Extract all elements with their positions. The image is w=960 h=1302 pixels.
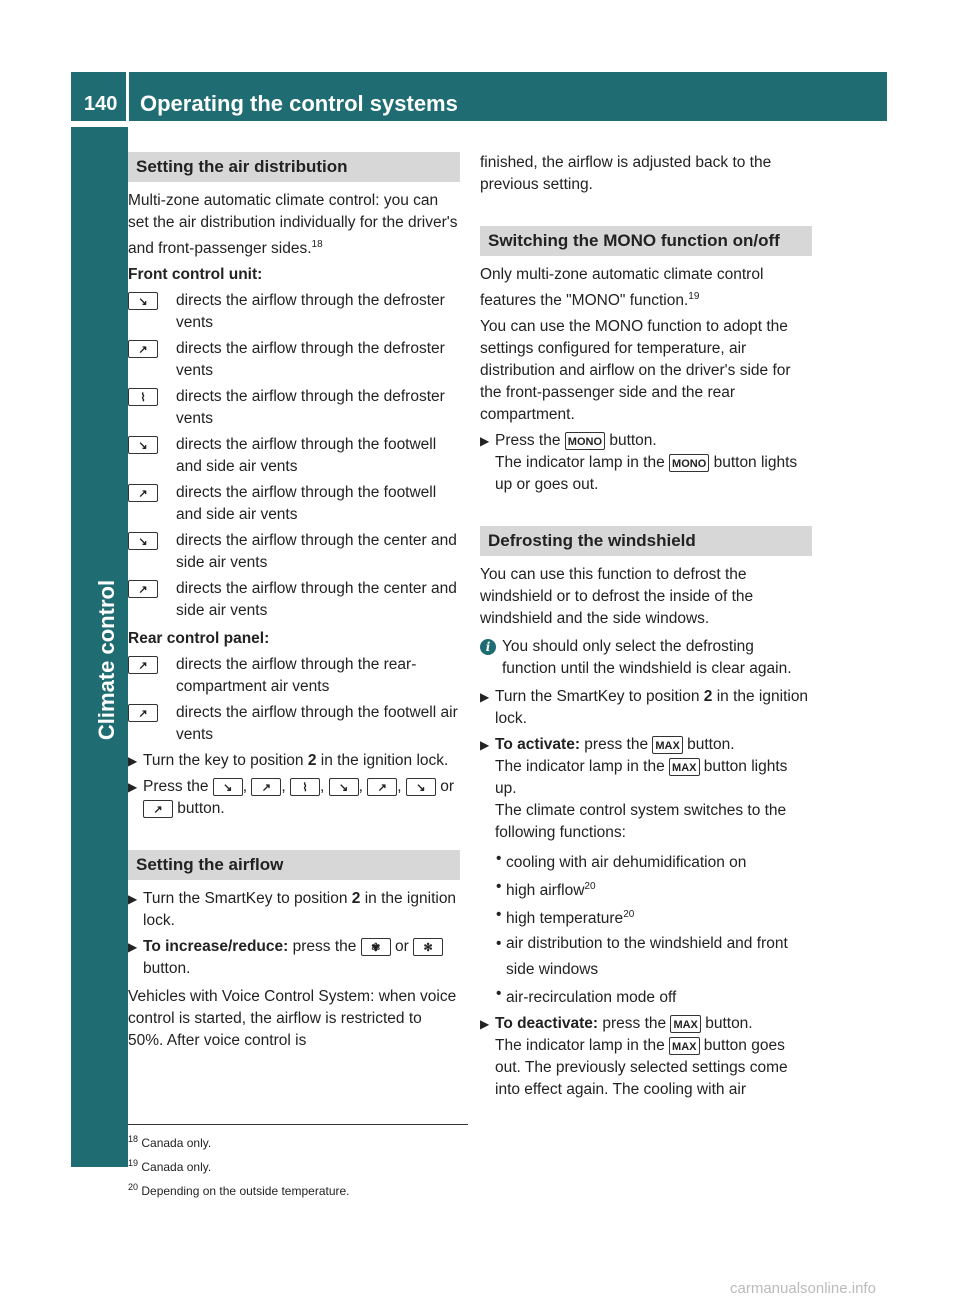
list-item-text: directs the airflow through the defroster vents [176,388,445,428]
bullet-icon: • [496,878,502,896]
list-item [128,434,460,478]
defrost-max-icon: MAX [670,1015,700,1033]
subheading: Rear control panel: [128,630,270,648]
chapter-title: Operating the control systems [140,91,458,116]
airflow-button-icon: ↗ [128,484,158,502]
right-column [480,152,812,1105]
footnote: $^{18}$ Canada only. [128,1134,212,1150]
defrost-max-icon: MAX [669,1037,699,1055]
list-item [128,338,460,382]
fan-decrease-icon: ✻ [413,938,443,956]
airflow-button-icon: ↗ [251,778,281,796]
instruction-step: ▶ Turn the SmartKey to position 2 in the ignition lock. [480,686,812,730]
section-heading: Switching the MONO function on/off [480,226,812,256]
list-item: • high airflow$^{20}$ [496,876,812,902]
bullet-icon: • [496,906,502,924]
airflow-button-icon: ↘ [128,292,158,310]
list-item-text: directs the airflow through the footwell and side air vents [176,484,437,524]
watermark: carmanualsonline.info [730,1280,876,1297]
airflow-button-icon: ↘ [329,778,359,796]
list-item-text: directs the airflow through the footwell and side air vents [176,436,437,476]
arrow-icon: ▶ [128,780,138,795]
list-item: • air-recirculation mode off [496,983,812,1009]
list-item: • air distribution to the windshield and front side windows [496,933,812,981]
list-item-text: directs the airflow through the defroster vents [176,340,445,380]
list-item [128,654,460,698]
bullet-icon: • [496,850,502,868]
list-item-text: directs the airflow through the rear-compartment air vents [176,656,417,696]
arrow-icon: ▶ [480,434,490,449]
list-item-text: directs the airflow through the center and side air vents [176,532,457,572]
airflow-button-icon: ↗ [128,704,158,722]
instruction-step: ▶ To activate: press the MAX button. The indicator lamp in the MAX button lights up. The climate control system switches to the following functions: [480,734,812,844]
list-item [128,290,460,334]
list-item [128,530,460,574]
page-number: 140 [84,93,118,115]
section-heading: Setting the airflow [128,850,460,880]
left-column [128,152,460,1056]
list-item-text: directs the airflow through the defroster vents [176,292,445,332]
arrow-icon: ▶ [480,1016,490,1031]
arrow-icon: ▶ [128,754,138,769]
list-item [128,702,460,746]
bullet-icon: • [496,934,502,952]
airflow-button-icon: ↘ [128,436,158,454]
mono-button-icon: MONO [669,454,709,472]
arrow-icon: ▶ [480,690,490,705]
airflow-button-icon: ↘ [406,778,436,796]
defrost-max-icon: MAX [669,758,699,776]
footnote: $^{20}$ Depending on the outside temperature. [128,1182,350,1198]
arrow-icon: ▶ [480,738,490,753]
airflow-button-icon: ↘ [128,532,158,550]
arrow-icon: ▶ [128,892,138,907]
list-item [128,386,460,430]
mono-button-icon: MONO [565,432,605,450]
airflow-button-icon: ⌇ [128,388,158,406]
instruction-step: ▶ Press the MONO button. The indicator lamp in the MONO button lights up or goes out. [480,430,812,496]
footnotes [128,1124,468,1201]
instruction-step: ▶ Turn the SmartKey to position 2 in the ignition lock. [128,888,460,932]
list-item-text: directs the airflow through the center and side air vents [176,580,457,620]
paragraph: You can use this function to defrost the windshield or to defrost the inside of the windshield and the side windows. [480,566,754,628]
airflow-button-icon: ↗ [128,580,158,598]
front-control-list [128,290,460,622]
function-list [480,848,812,1009]
rear-control-list [128,654,460,746]
paragraph: finished, the airflow is adjusted back to the previous setting. [480,154,772,193]
airflow-button-icon: ⌇ [290,778,320,796]
list-item-text: directs the airflow through the footwell air vents [176,704,458,744]
paragraph: Only multi-zone automatic climate control features the "MONO" function.$^{19}$ [480,266,764,310]
airflow-button-icon: ↗ [367,778,397,796]
list-item [128,578,460,622]
airflow-button-icon: ↗ [128,656,158,674]
airflow-button-icon: ↘ [213,778,243,796]
fan-increase-icon: ✾ [361,938,391,956]
instruction-step: ▶ To deactivate: press the MAX button. The indicator lamp in the MAX button goes out. The previously selected settings come into effect again. The cooling with air [480,1013,812,1101]
info-note: i You should only select the defrosting function until the windshield is clear again. [480,636,812,680]
info-icon: i [480,639,496,655]
instruction-step: ▶ To increase/reduce: press the ✾ or ✻ button. [128,936,460,980]
airflow-button-icon: ↗ [143,800,173,818]
header-divider [126,72,129,121]
list-item [128,482,460,526]
side-tab-label: Climate control [94,579,119,741]
arrow-icon: ▶ [128,940,138,955]
paragraph: You can use the MONO function to adopt the settings configured for temperature, air distribution and airflow on the driver's side for the front-passenger side and the rear compartment. [480,318,791,424]
paragraph: Vehicles with Voice Control System: when voice control is started, the airflow is restricted to 50%. After voice control is [128,988,457,1050]
section-heading: Defrosting the windshield [480,526,812,556]
defrost-max-icon: MAX [652,736,682,754]
bullet-icon: • [496,984,502,1002]
instruction-step: ▶ Press the ↘ , ↗ , ⌇ , ↘ , ↗ , ↘ or ↗ button. [128,776,460,820]
airflow-button-icon: ↗ [128,340,158,358]
footnote: $^{19}$ Canada only. [128,1158,212,1174]
section-heading: Setting the air distribution [128,152,460,182]
instruction-step: ▶ Turn the key to position 2 in the ignition lock. [128,750,460,772]
paragraph: Multi-zone automatic climate control: you can set the air distribution individually for the driver's and front-passenger sides.$^{18}$ [128,192,458,258]
list-item: • cooling with air dehumidification on [496,848,812,874]
list-item: • high temperature$^{20}$ [496,904,812,930]
subheading: Front control unit: [128,266,263,284]
